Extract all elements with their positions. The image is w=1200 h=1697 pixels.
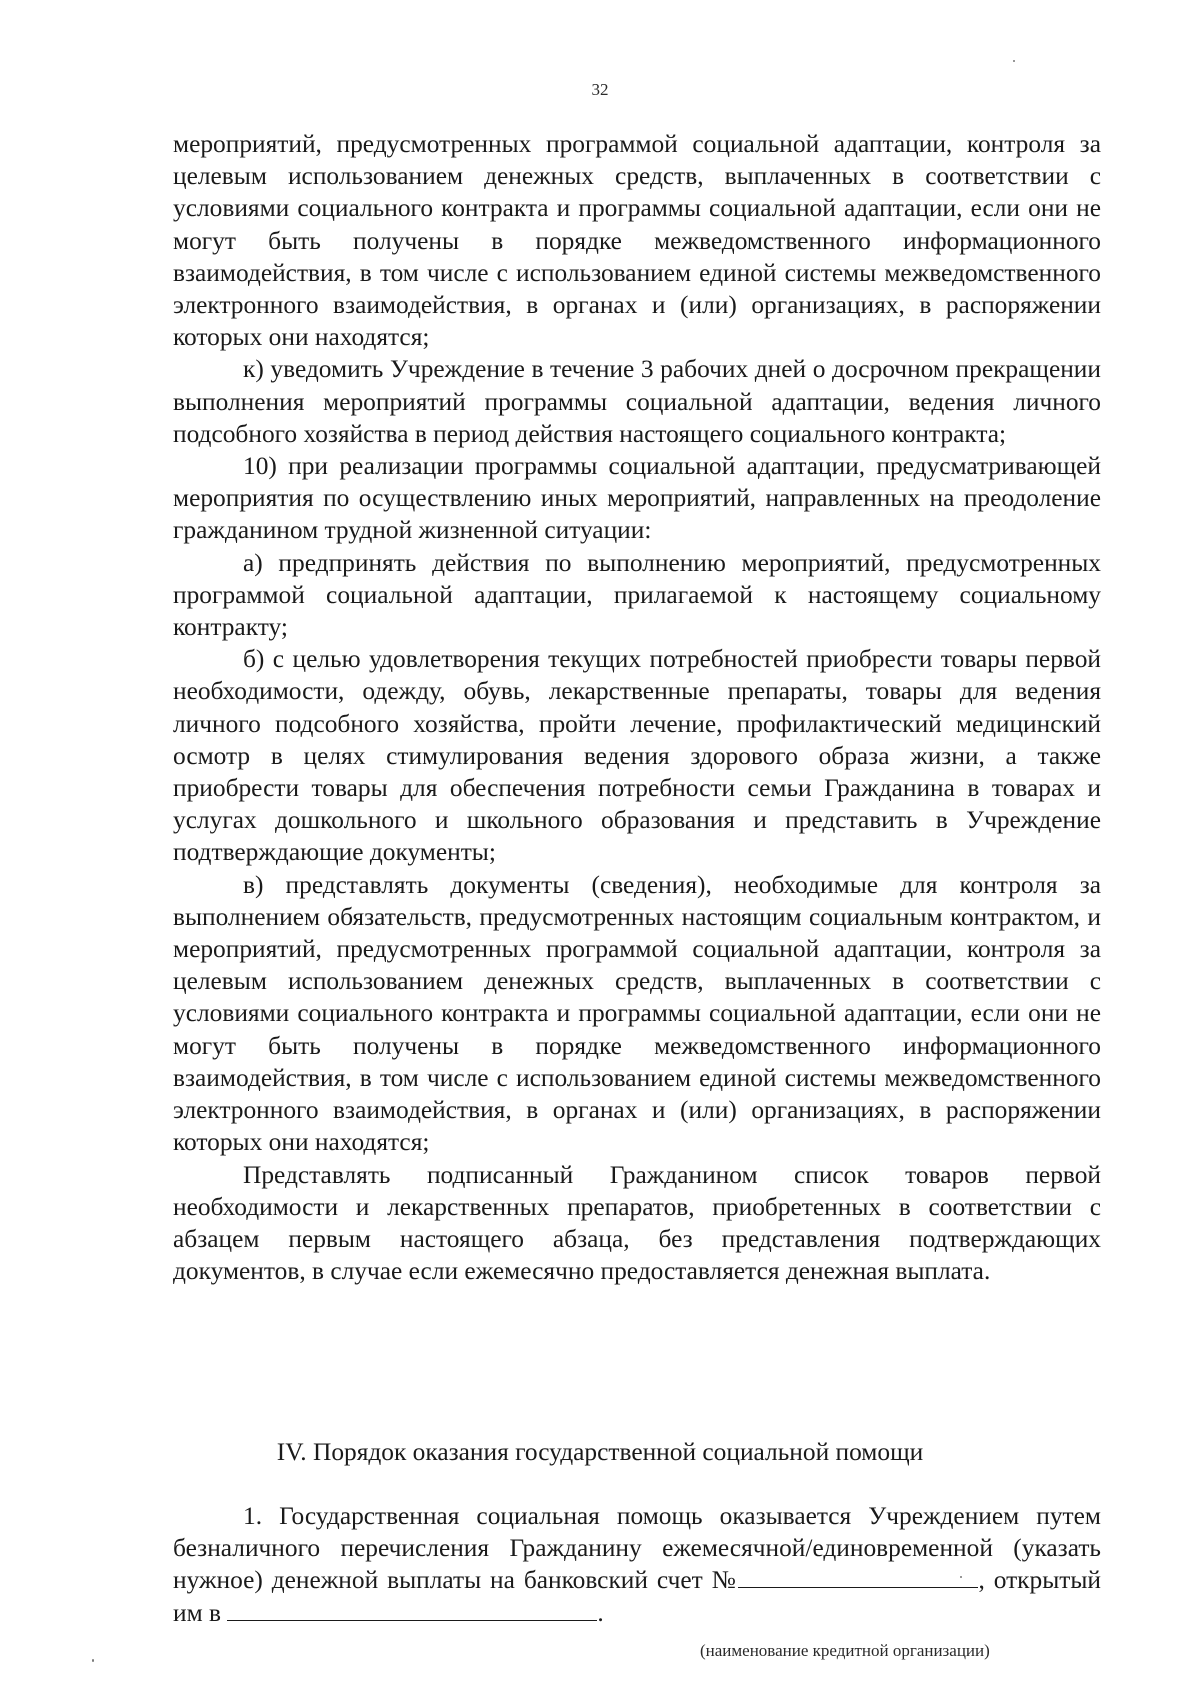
final-paragraph bbox=[173, 1500, 1101, 1629]
scan-speck bbox=[960, 1576, 962, 1578]
paragraph: 10) при реализации программы социальной адаптации, предусматривающей мероприятия по осуществлению иных мероприятий, направленных на преодоление гражданином трудной жизненной ситуации: bbox=[173, 452, 1101, 545]
section-heading: IV. Порядок оказания государственной социальной помощи bbox=[276, 1438, 924, 1466]
document-body bbox=[173, 128, 1101, 1287]
final-paragraph-middle: , открытый им в bbox=[173, 1566, 1101, 1627]
bank-name-blank bbox=[227, 1598, 597, 1621]
paragraph: б) с целью удовлетворения текущих потребностей приобрести товары первой необходимости, одежду, обувь, лекарственные препараты, товары для ведения личного подсобного хозяйства, пройти лечение, профилактический медицинский осмотр в целях стимулирования ведения здорового образа жизни, а также приобрести товары для обеспечения потребности семьи Гражданина в товарах и услугах дошкольного и школьного образования и представить в Учреждение подтверждающие документы; bbox=[173, 645, 1101, 867]
final-paragraph-end: . bbox=[597, 1598, 604, 1627]
scan-speck bbox=[92, 1659, 94, 1662]
scan-speck bbox=[1013, 60, 1015, 62]
paragraph: Представлять подписанный Гражданином список товаров первой необходимости и лекарственных препаратов, приобретенных в соответствии с абзацем первым настоящего абзаца, без представления подтверждающих документов, в случае если ежемесячно предоставляется денежная выплата. bbox=[173, 1160, 1101, 1286]
paragraph: мероприятий, предусмотренных программой социальной адаптации, контроля за целевым использованием денежных средств, выплаченных в соответствии с условиями социального контракта и программы социальной адаптации, если они не могут быть получены в порядке межведомственного информационного взаимодействия, в том числе с использованием единой системы межведомственного электронного взаимодействия, в органах и (или) организациях, в распоряжении которых они находятся; bbox=[173, 130, 1101, 352]
paragraph: к) уведомить Учреждение в течение 3 рабочих дней о досрочном прекращении выполнения мероприятий программы социальной адаптации, ведения личного подсобного хозяйства в период действия настоящего социального контракта; bbox=[173, 355, 1101, 448]
paragraph: а) предпринять действия по выполнению мероприятий, предусмотренных программой социальной адаптации, прилагаемой к настоящему социальному контракту; bbox=[173, 548, 1101, 642]
paragraph: в) представлять документы (сведения), необходимые для контроля за выполнением обязательств, предусмотренных настоящим социальным контрактом, и мероприятий, предусмотренных программой социальной адаптации, контроля за целевым использованием денежных средств, выплаченных в соответствии с условиями социального контракта и программы социальной адаптации, если они не могут быть получены в порядке межведомственного информационного взаимодействия, в том числе с использованием единой системы межведомственного электронного взаимодействия, в органах и (или) организациях, в распоряжении которых они находятся; bbox=[173, 870, 1101, 1157]
page-number: 32 bbox=[591, 80, 609, 99]
bank-name-caption: (наименование кредитной организации) bbox=[700, 1641, 990, 1660]
final-paragraph-block bbox=[173, 1500, 1101, 1629]
account-number-blank bbox=[738, 1565, 978, 1588]
final-paragraph-text: 1. Государственная социальная помощь оказывается Учреждением путем безналичного перечисления Гражданину ежемесячной/единовременной (указать нужное) денежной выплаты на банковский счет № bbox=[173, 1502, 1101, 1595]
